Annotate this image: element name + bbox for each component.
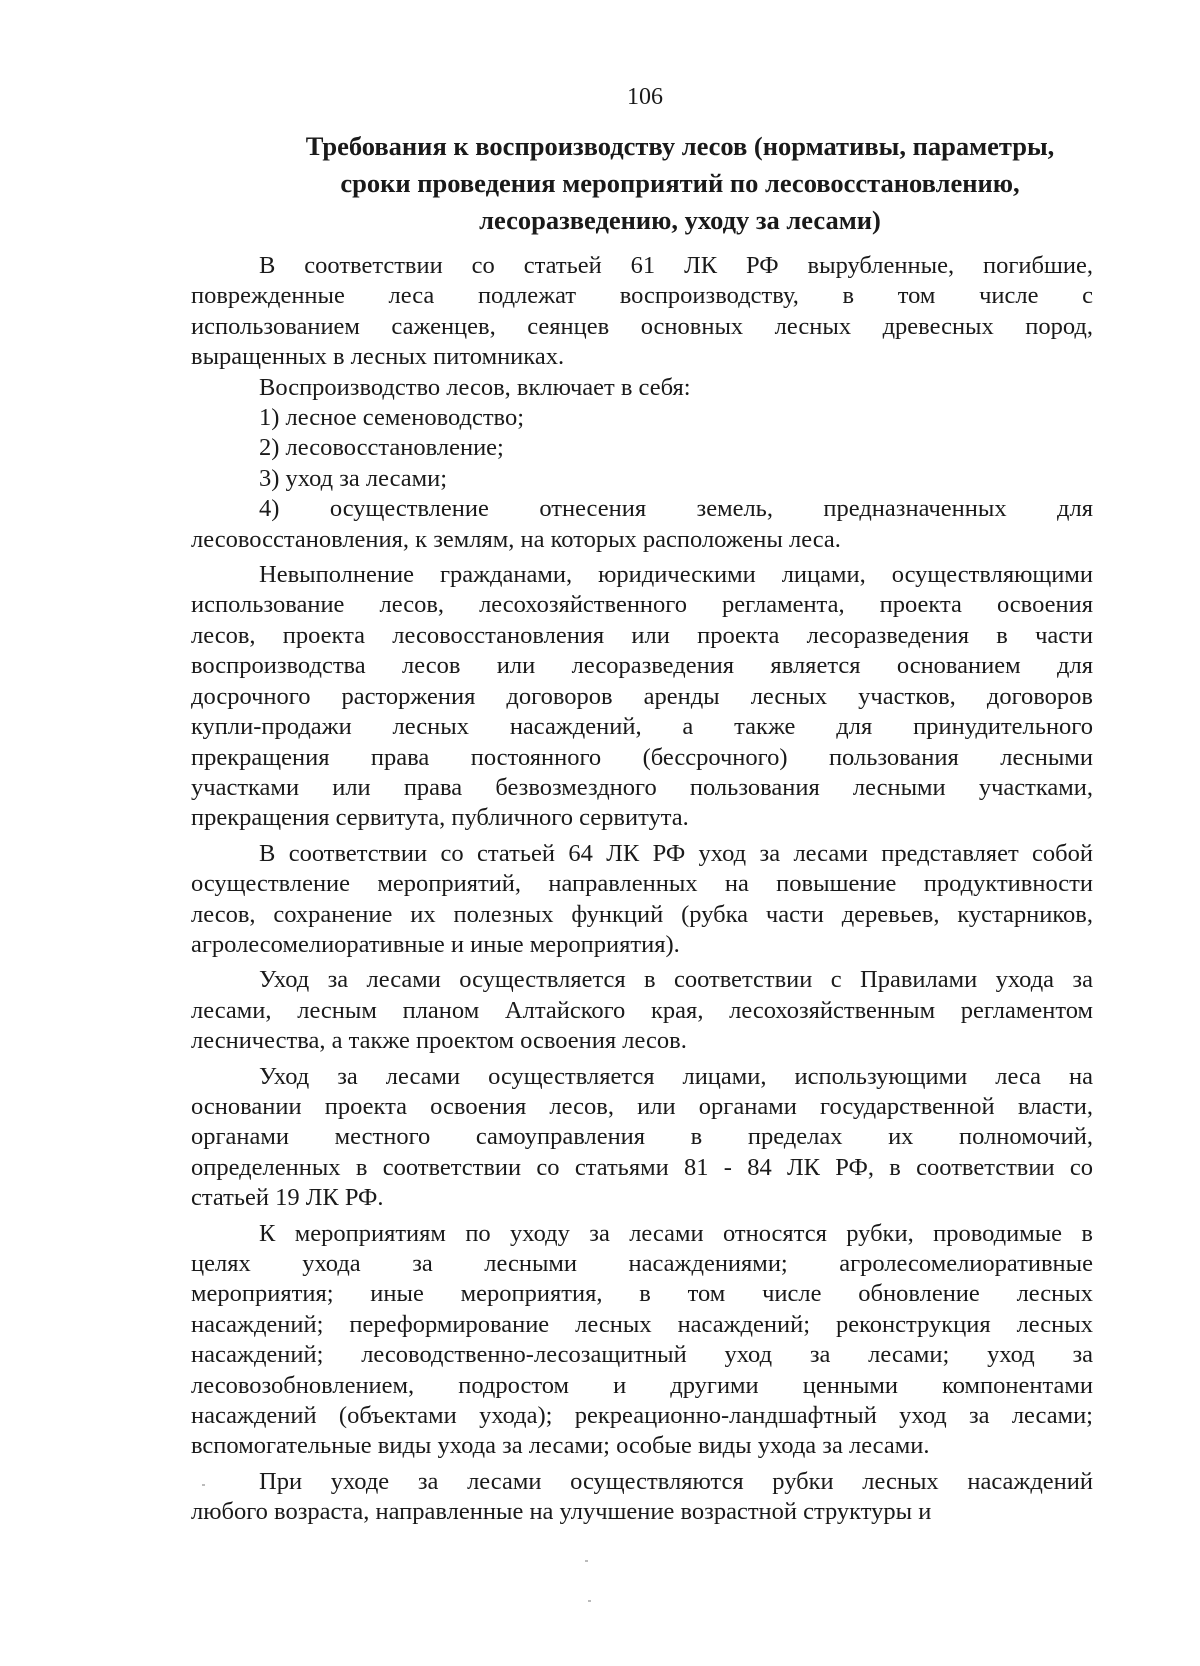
text-line: использованием саженцев, сеянцев основных лесных древесных пород,	[191, 312, 1093, 340]
text-line: лесов, сохранение их полезных функций (рубка части деревьев, кустарников,	[191, 900, 1093, 928]
paragraph	[191, 403, 1093, 433]
text-line: 4) осуществление отнесения земель, предназначенных для	[259, 495, 1093, 523]
text-line: К мероприятиям по уходу за лесами относятся рубки, проводимые в	[259, 1219, 1093, 1247]
text-line: использование лесов, лесохозяйственного регламента, проекта освоения	[191, 591, 1093, 619]
paragraph	[191, 1467, 1093, 1528]
text-line: статьей 19 ЛК РФ.	[191, 1184, 384, 1212]
text-line: насаждений; переформирование лесных насаждений; реконструкция лесных	[191, 1310, 1093, 1338]
paragraph	[191, 1062, 1093, 1214]
text-line: лесничества, а также проектом освоения лесов.	[191, 1027, 687, 1055]
text-line: насаждений (объектами ухода); рекреационно-ландшафтный уход за лесами;	[191, 1402, 1093, 1430]
text-line: досрочного расторжения договоров аренды лесных участков, договоров	[191, 682, 1093, 710]
paragraph	[191, 464, 1093, 494]
scan-speck	[202, 1484, 205, 1486]
paragraph	[191, 965, 1093, 1056]
text-line: Воспроизводство лесов, включает в себя:	[259, 373, 691, 401]
text-line: лесовосстановления, к землям, на которых расположены леса.	[191, 525, 841, 553]
text-line: выращенных в лесных питомниках.	[191, 343, 565, 371]
page-number: 106	[627, 84, 663, 110]
text-line: лесовозобновлением, подростом и другими ценными компонентами	[191, 1371, 1093, 1399]
text-line: основании проекта освоения лесов, или органами государственной власти,	[191, 1092, 1093, 1120]
title-line: Требования к воспроизводству лесов (нормативы, параметры,	[305, 131, 1055, 161]
paragraph	[191, 560, 1093, 834]
body-text	[191, 251, 1093, 1528]
scan-speck	[588, 1600, 591, 1602]
text-line: лесами, лесным планом Алтайского края, лесохозяйственным регламентом	[191, 996, 1093, 1024]
text-line: 3) уход за лесами;	[259, 464, 448, 492]
text-line: органами местного самоуправления в пределах их полномочий,	[191, 1123, 1093, 1151]
title-line: сроки проведения мероприятий по лесовосстановлению,	[340, 168, 1020, 198]
text-line: мероприятия; иные мероприятия, в том числе обновление лесных	[191, 1280, 1093, 1308]
title-line: лесоразведению, уходу за лесами)	[479, 205, 881, 235]
text-line: прекращения сервитута, публичного сервитута.	[191, 804, 689, 832]
text-line: Уход за лесами осуществляется лицами, использующими леса на	[259, 1062, 1093, 1090]
text-line: осуществление мероприятий, направленных на повышение продуктивности	[191, 870, 1093, 898]
text-line: вспомогательные виды ухода за лесами; особые виды ухода за лесами.	[191, 1432, 930, 1460]
text-line: 2) лесовосстановление;	[259, 434, 504, 462]
text-line: прекращения права постоянного (бессрочного) пользования лесными	[191, 743, 1093, 771]
text-line: воспроизводства лесов или лесоразведения является основанием для	[191, 652, 1093, 680]
text-line: поврежденные леса подлежат воспроизводству, в том числе с	[191, 282, 1093, 310]
text-line: 1) лесное семеноводство;	[259, 404, 525, 432]
text-line: В соответствии со статьей 61 ЛК РФ вырубленные, погибшие,	[259, 252, 1093, 279]
text-line: В соответствии со статьей 64 ЛК РФ уход за лесами представляет собой	[259, 839, 1093, 867]
paragraph	[191, 494, 1093, 555]
text-line: определенных в соответствии со статьями 81 - 84 ЛК РФ, в соответствии со	[191, 1153, 1093, 1181]
text-line: целях ухода за лесными насаждениями; агролесомелиоративные	[191, 1250, 1093, 1277]
paragraph	[191, 433, 1093, 463]
section-title	[280, 128, 1080, 239]
text-line: лесов, проекта лесовосстановления или проекта лесоразведения в части	[191, 621, 1093, 649]
text-line: насаждений; лесоводственно-лесозащитный уход за лесами; уход за	[191, 1341, 1093, 1369]
paragraph	[191, 373, 1093, 403]
text-line: купли-продажи лесных насаждений, а также для принудительного	[191, 713, 1093, 741]
paragraph	[191, 839, 1093, 961]
text-line: Уход за лесами осуществляется в соответствии с Правилами ухода за	[259, 966, 1093, 994]
text-line: участками или права безвозмездного пользования лесными участками,	[191, 773, 1093, 801]
text-line: При уходе за лесами осуществляются рубки лесных насаждений	[259, 1467, 1093, 1495]
text-line: Невыполнение гражданами, юридическими лицами, осуществляющими	[259, 561, 1093, 589]
scan-speck	[585, 1560, 588, 1562]
paragraph	[191, 251, 1093, 373]
text-line: любого возраста, направленные на улучшение возрастной структуры и	[191, 1498, 932, 1526]
text-line: агролесомелиоративные и иные мероприятия).	[191, 930, 680, 958]
paragraph	[191, 1219, 1093, 1462]
